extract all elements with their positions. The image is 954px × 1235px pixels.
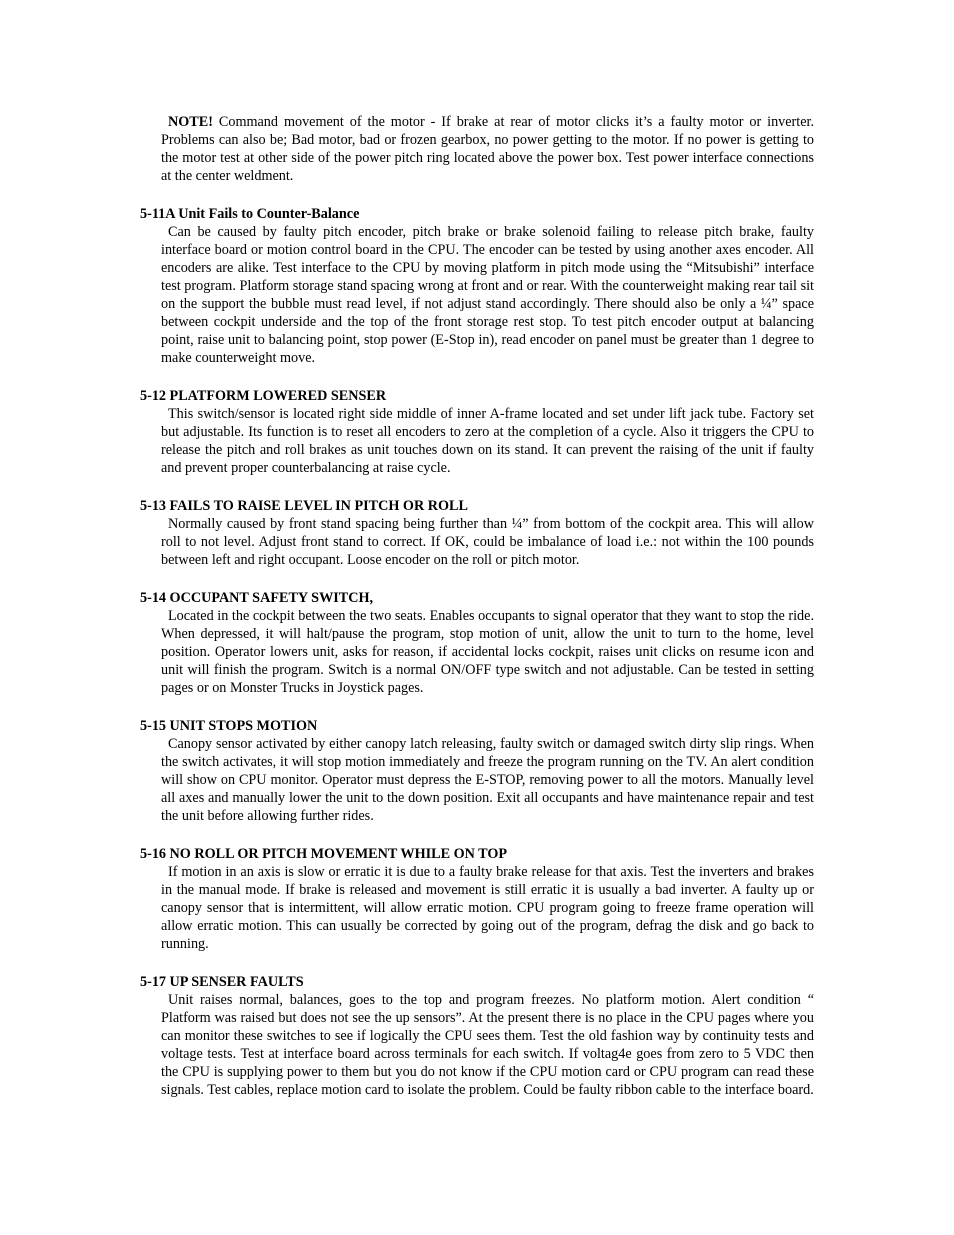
- section-5-15: [140, 717, 814, 825]
- section-5-16: [140, 845, 814, 953]
- section-body: This switch/sensor is located right side middle of inner A-frame located and set under lift jack tube. Factory set but adjustable. Its function is to reset all encoders to zero at the completion of a cycle. Also it triggers the CPU to release the pitch and roll brakes as unit touches down on its stand. It can prevent the raising of the unit if faulty and prevent proper counterbalancing at raise cycle.: [161, 406, 814, 476]
- section-heading: 5-15 UNIT STOPS MOTION: [140, 718, 318, 734]
- section-heading: 5-14 OCCUPANT SAFETY SWITCH,: [140, 590, 374, 606]
- document-page: [140, 113, 814, 1099]
- section-5-17: [140, 973, 814, 1099]
- section-heading: 5-12 PLATFORM LOWERED SENSER: [140, 388, 387, 404]
- section-heading: 5-17 UP SENSER FAULTS: [140, 974, 304, 990]
- note-text: Command movement of the motor - If brake at rear of motor clicks it’s a faulty motor or inverter. Problems can also be; Bad motor, bad or frozen gearbox, no power getting to the motor. If no power is getting to the motor test at other side of the power pitch ring located above the power box. Test power interface connections at the center weldment.: [161, 114, 814, 184]
- section-body: Unit raises normal, balances, goes to the top and program freezes. No platform motion. Alert condition “ Platform was raised but does not see the up sensors”. At the present there is no place in the CPU pages where you can monitor these switches to see if logically the CPU sees them. Test the old fashion way by continuity tests and voltage tests. Test at interface board across terminals for each switch. If voltag4e goes from zero to 5 VDC then the CPU is supplying power to them but you do not know if the CPU motion card or CPU program can read these signals. Test cables, replace motion card to isolate the problem. Could be faulty ribbon cable to the interface board.: [161, 992, 814, 1098]
- section-heading: 5-16 NO ROLL OR PITCH MOVEMENT WHILE ON TOP: [140, 846, 508, 862]
- section-heading: 5-13 FAILS TO RAISE LEVEL IN PITCH OR ROLL: [140, 498, 468, 514]
- note-paragraph: [161, 113, 814, 185]
- section-body: Can be caused by faulty pitch encoder, pitch brake or brake solenoid failing to release pitch brake, faulty interface board or motion control board in the CPU. The encoder can be tested by using another axes encoder. All encoders are alike. Test interface to the CPU by moving platform in pitch mode using the “Mitsubishi” interface test program. Platform storage stand spacing wrong at front and or rear. With the counterweight making rear tail sit on the support the bubble must read level, if not adjust stand accordingly. There should also be only a ¼” space between cockpit underside and the top of the front storage rest stop. To test pitch encoder output at balancing point, raise unit to balancing point, stop power (E-Stop in), read encoder on panel must be greater than 1 degree to make counterweight move.: [161, 224, 814, 366]
- section-body: Located in the cockpit between the two seats. Enables occupants to signal operator that they want to stop the ride. When depressed, it will halt/pause the program, stop motion of unit, allow the unit to turn to the home, level position. Operator lowers unit, asks for reason, if accidental locks cockpit, raises unit clicks on resume icon and unit will finish the program. Switch is a normal ON/OFF type switch and not adjustable. Can be tested in setting pages or on Monster Trucks in Joystick pages.: [161, 608, 814, 696]
- section-body: Normally caused by front stand spacing being further than ¼” from bottom of the cockpit area. This will allow roll to not level. Adjust front stand to correct. If OK, could be imbalance of load i.e.: not within the 100 pounds between left and right occupant. Loose encoder on the roll or pitch motor.: [161, 516, 814, 568]
- section-5-13: [140, 497, 814, 569]
- section-5-14: [140, 589, 814, 697]
- section-5-11a: [140, 205, 814, 367]
- section-5-12: [140, 387, 814, 477]
- note-label: NOTE!: [168, 114, 213, 130]
- section-heading: 5-11A Unit Fails to Counter-Balance: [140, 206, 360, 222]
- section-body: If motion in an axis is slow or erratic it is due to a faulty brake release for that axis. Test the inverters and brakes in the manual mode. If brake is released and movement is still erratic it is usually a bad inverter. A faulty up or canopy sensor that is intermittent, will allow erratic motion. CPU program going to freeze frame operation will allow erratic motion. This can usually be corrected by going out of the program, defrag the disk and go back to running.: [161, 864, 814, 952]
- section-body: Canopy sensor activated by either canopy latch releasing, faulty switch or damaged switch dirty slip rings. When the switch activates, it will stop motion immediately and freeze the program running on the TV. An alert condition will show on CPU monitor. Operator must depress the E-STOP, removing power to all the motors. Manually level all axes and manually lower the unit to the down position. Exit all occupants and have maintenance repair and test the unit before allowing further rides.: [161, 736, 814, 824]
